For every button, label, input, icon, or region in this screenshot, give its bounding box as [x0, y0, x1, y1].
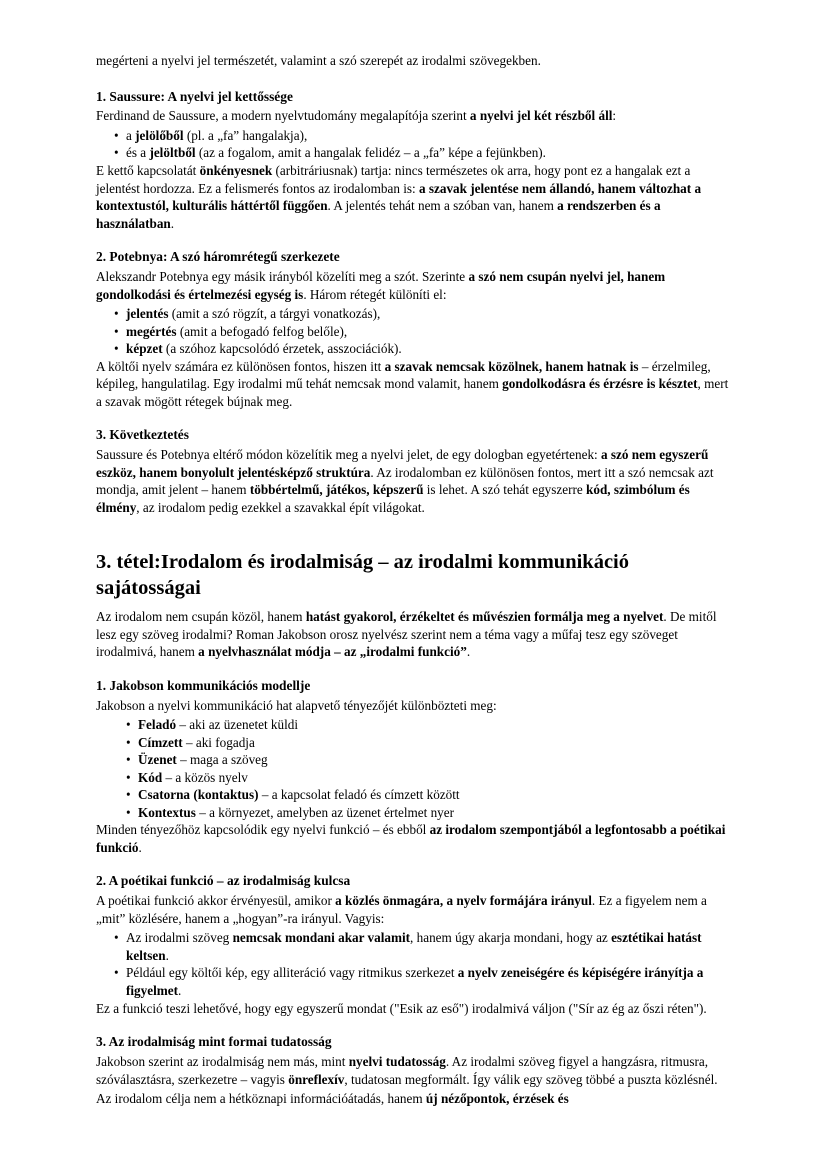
list-item: • és a jelöltből (az a fogalom, amit a hangalak felidéz – a „fa” képe a fejünkben).	[96, 144, 732, 162]
page-title: 3. tétel:Irodalom és irodalmiság – az irodalmi kommunikáció sajátosságai	[96, 551, 629, 600]
section-heading: 2. A poétikai funkció – az irodalmiság kulcsa	[96, 873, 351, 889]
document-body	[96, 52, 732, 1108]
list-item: • megértés (amit a befogadó felfog belőle),	[96, 323, 732, 341]
list-item: • Feladó – aki az üzenetet küldi	[96, 716, 732, 734]
bullet-list	[96, 305, 732, 358]
list-item: • Csatorna (kontaktus) – a kapcsolat feladó és címzett között	[96, 786, 732, 804]
section-paragraph: Az irodalom célja nem a hétköznapi információátadás, hanem új nézőpontok, érzések és	[96, 1091, 569, 1107]
section-saussure	[96, 88, 732, 233]
bullet-list	[96, 929, 732, 999]
section-heading: 3. Következtetés	[96, 427, 189, 443]
title-intro-paragraph: Az irodalom nem csupán közöl, hanem hatást gyakorol, érzékeltet és művészien formálja meg a nyelvet. De mitől lesz egy szöveg irodalmi? Roman Jakobson orosz nyelvész szerint nem a téma vagy a műfaj tesz egy szöveget irodalmivá, hanem a nyelvhasználat módja – az „irodalmi funkció”.	[96, 609, 717, 660]
section-paragraph: Jakobson szerint az irodalmiság nem más, mint nyelvi tudatosság. Az irodalmi szöveg figyel a hangzásra, ritmusra, szóválasztásra, szerkezetre – vagyis önreflexív, tudatosan megformált. Így válik egy szöveg többé a puszta közlésnél.	[96, 1053, 718, 1087]
list-item: • a jelölőből (pl. a „fa” hangalakja),	[96, 127, 732, 145]
bullet-list	[96, 716, 732, 821]
list-item: • jelentés (amit a szó rögzít, a tárgyi vonatkozás),	[96, 305, 732, 323]
section-paragraph: A költői nyelv számára ez különösen fontos, hiszen itt a szavak nemcsak közölnek, hanem hatnak is – érzelmileg, képileg, hangulatilag. Egy irodalmi mű tehát nemcsak mond valamit, hanem gondolkodásra és érzésre is késztet, mert a szavak mögött rétegek bújnak meg.	[96, 358, 729, 409]
list-item: • Címzett – aki fogadja	[96, 734, 732, 752]
section-paragraph: Ferdinand de Saussure, a modern nyelvtudomány megalapítója szerint a nyelvi jel két részből áll:	[96, 108, 617, 124]
section-paragraph: A poétikai funkció akkor érvényesül, amikor a közlés önmagára, a nyelv formájára irányul. Ez a figyelem nem a „mit” közlésére, hanem a „hogyan”-ra irányul. Vagyis:	[96, 893, 707, 926]
list-item: • Üzenet – maga a szöveg	[96, 751, 732, 769]
list-item: • képzet (a szóhoz kapcsolódó érzetek, asszociációk).	[96, 340, 732, 358]
bullet-list	[96, 127, 732, 162]
section-heading: 1. Jakobson kommunikációs modellje	[96, 677, 311, 693]
section-paragraph: Jakobson a nyelvi kommunikáció hat alapvető tényezőjét különbözteti meg:	[96, 697, 497, 713]
list-item: • Kontextus – a környezet, amelyben az üzenet értelmet nyer	[96, 804, 732, 822]
section-formal-awareness	[96, 1033, 732, 1107]
section-paragraph: Saussure és Potebnya eltérő módon közelítik meg a nyelvi jelet, de egy dologban egyetértenek: a szó nem egyszerű eszköz, hanem bonyolult jelentésképző struktúra. Az irodalomban ez különösen fontos, mert itt a szó nemcsak azt mondja, amit jelent – hanem többértelmű, játékos, képszerű is lehet. A szó tehát egyszerre kód, szimbólum és élmény, az irodalom pedig ezekkel a szavakkal épít világokat.	[96, 447, 714, 515]
section-paragraph: Ez a funkció teszi lehetővé, hogy egy egyszerű mondat ("Esik az eső") irodalmivá váljon ("Sír az ég az őszi réten").	[96, 1000, 707, 1016]
section-conclusion	[96, 426, 732, 516]
section-poetic-function	[96, 872, 732, 1017]
section-paragraph: Minden tényezőhöz kapcsolódik egy nyelvi funkció – és ebből az irodalom szempontjából a legfontosabb a poétikai funkció.	[96, 822, 726, 855]
section-potebnya	[96, 248, 732, 410]
section-heading: 2. Potebnya: A szó háromrétegű szerkezete	[96, 249, 340, 265]
section-paragraph: Alekszandr Potebnya egy másik irányból közelíti meg a szót. Szerinte a szó nem csupán nyelvi jel, hanem gondolkodási és értelmezési egység is. Három rétegét különíti el:	[96, 269, 666, 302]
section-jakobson-model	[96, 677, 732, 857]
section-heading: 1. Saussure: A nyelvi jel kettőssége	[96, 88, 293, 104]
list-item: • Kód – a közös nyelv	[96, 769, 732, 787]
intro-paragraph: megérteni a nyelvi jel természetét, valamint a szó szerepét az irodalmi szövegekben.	[96, 53, 541, 68]
section-heading: 3. Az irodalmiság mint formai tudatosság	[96, 1034, 332, 1050]
list-item: • Az irodalmi szöveg nemcsak mondani akar valamit, hanem úgy akarja mondani, hogy az esztétikai hatást keltsen.	[96, 929, 732, 964]
list-item: • Például egy költői kép, egy alliteráció vagy ritmikus szerkezet a nyelv zeneiségére és képiségére irányítja a figyelmet.	[96, 964, 732, 999]
section-paragraph: E kettő kapcsolatát önkényesnek (arbitráriusnak) tartja: nincs természetes ok arra, hogy pont ez a hangalak ezt a jelentést hordozza. Ez a felismerés fontos az irodalomban is: a szavak jelentése nem állandó, hanem változhat a kontextustól, kulturális háttértől függően. A jelentés tehát nem a szóban van, hanem a rendszerben és a használatban.	[96, 163, 702, 231]
